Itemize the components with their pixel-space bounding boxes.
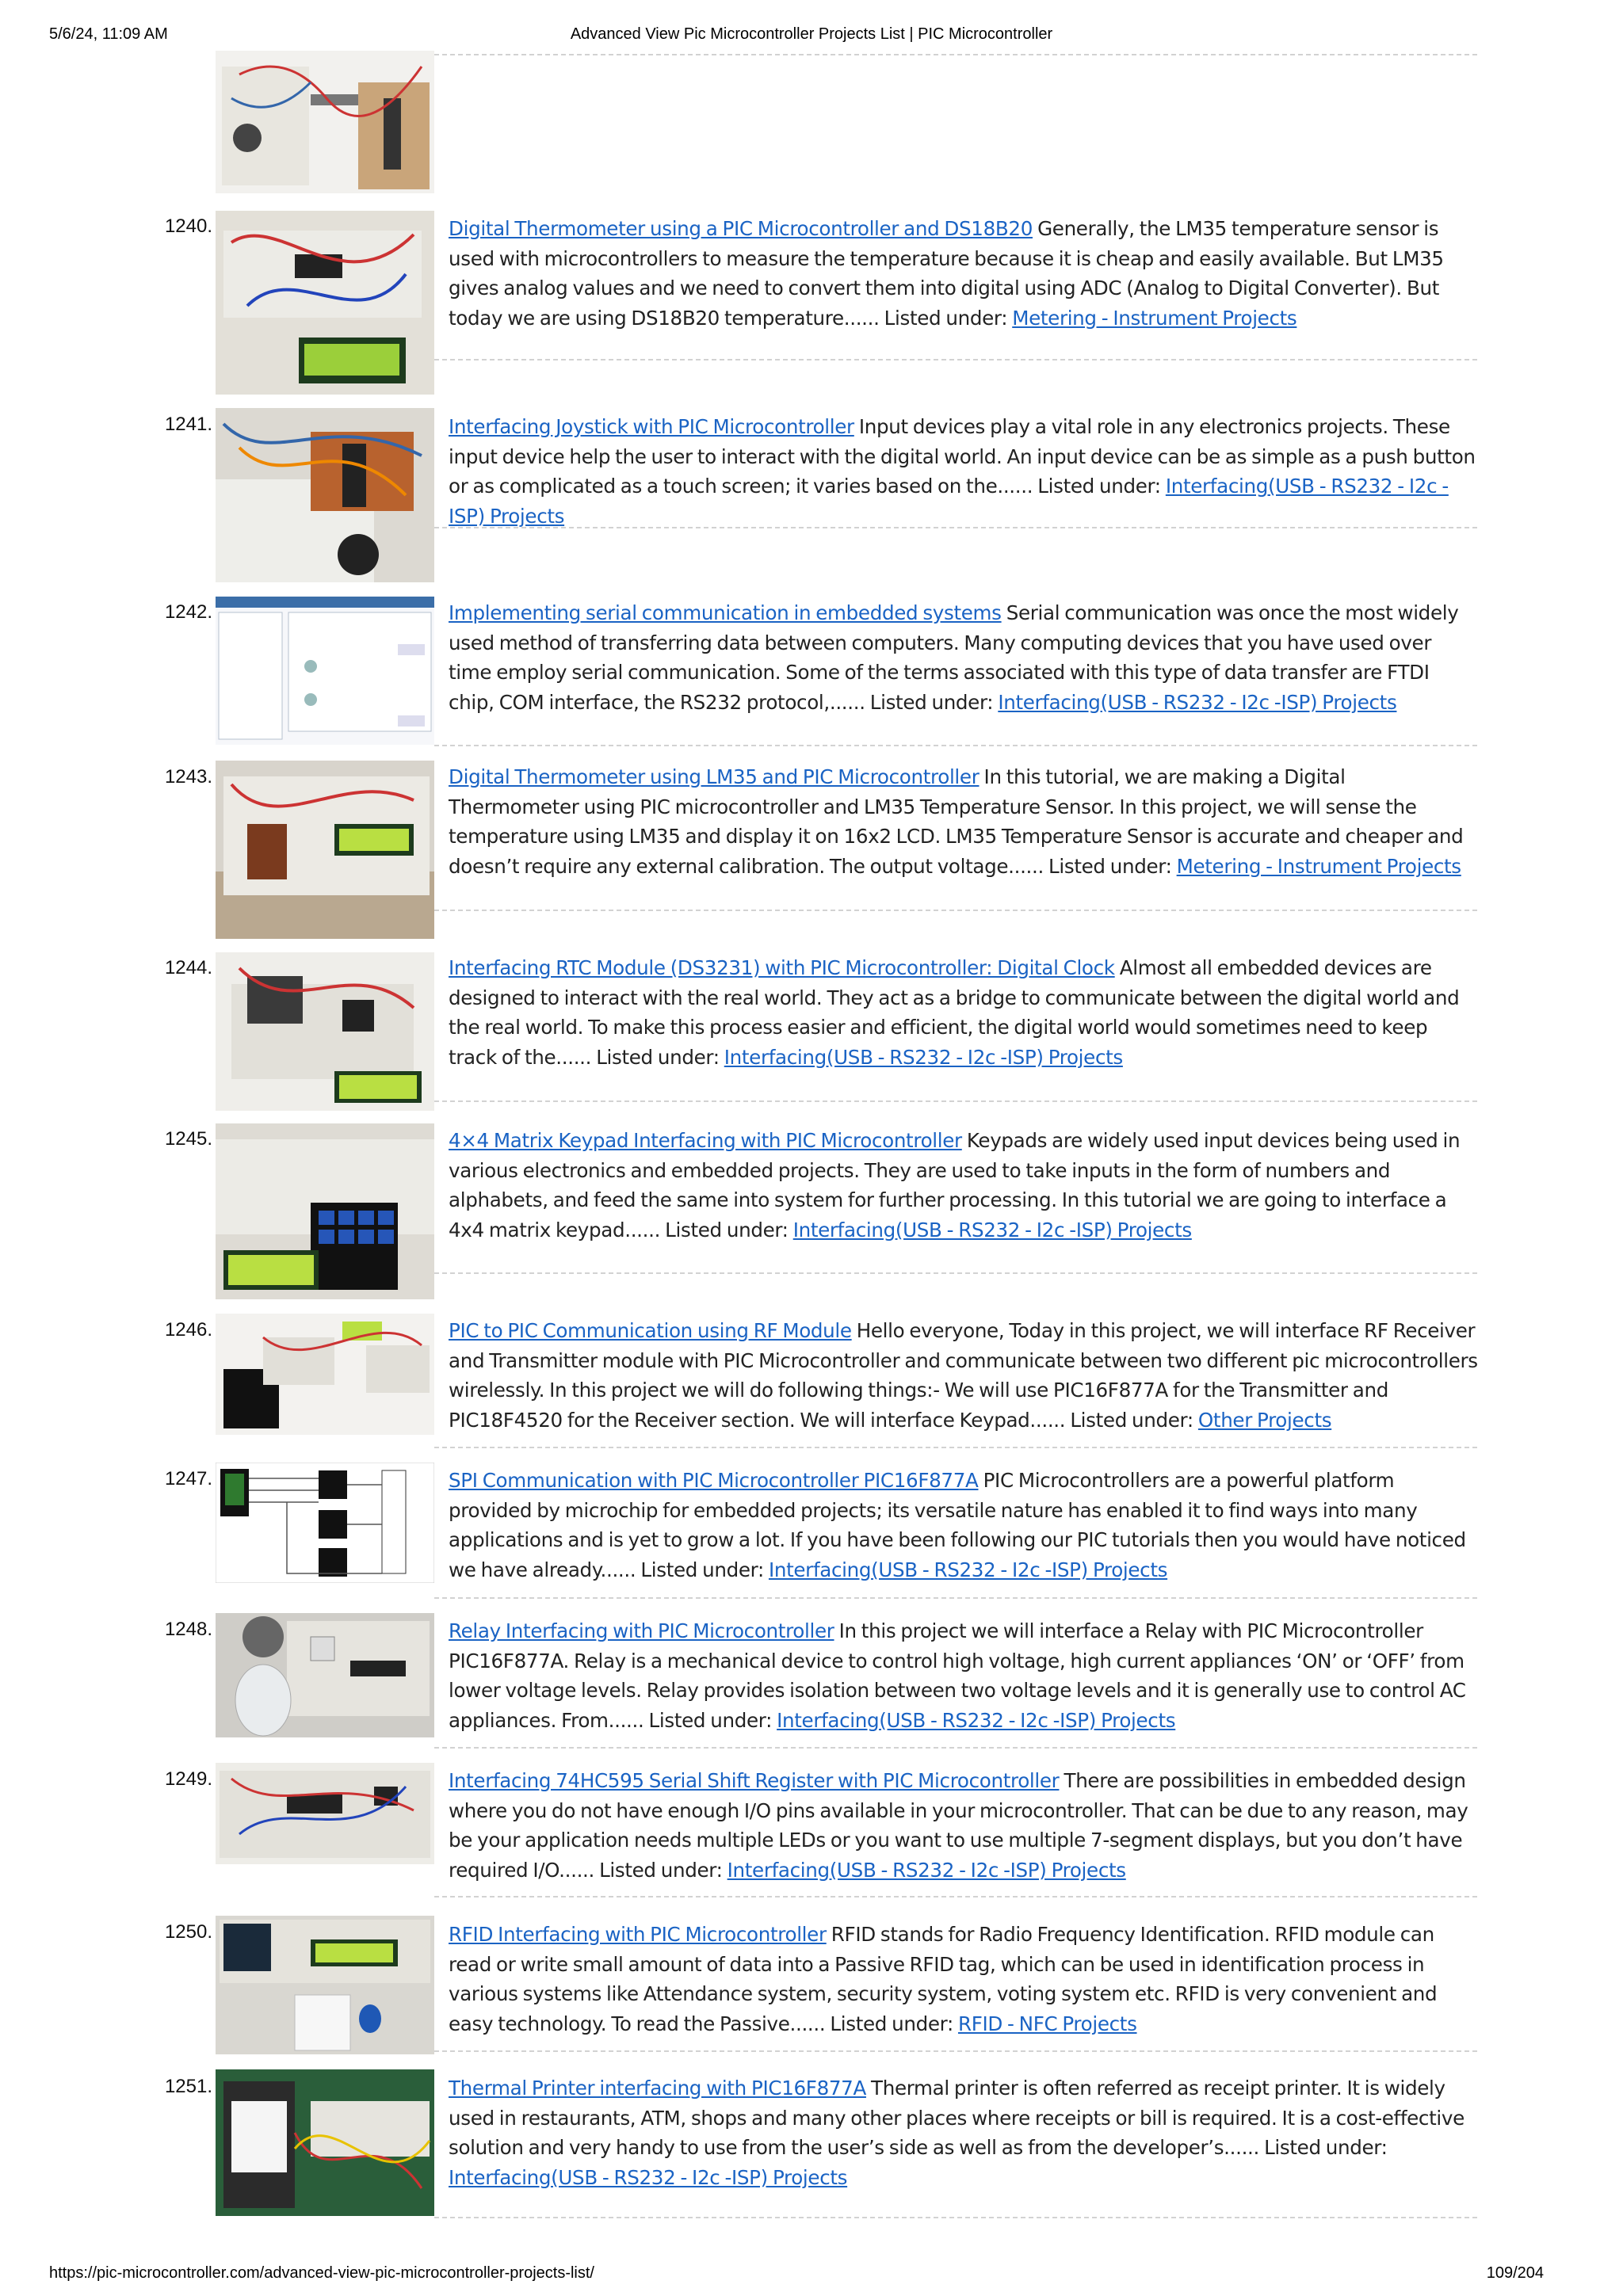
project-category-link[interactable]: Interfacing(USB - RS232 - I2c -ISP) Projects [727,1858,1126,1882]
project-entry [449,1920,1479,2039]
project-thumbnail[interactable] [216,952,434,1111]
project-description: Serial communication was once the most widely used method of transferring data between computers. Many computing devices that you have used over time employ serial communication. Some of the terms associated with this type of data transfer are FTDI chip, COM interface, the RS232 protocol,...... [449,601,1459,714]
project-thumbnail[interactable] [216,1613,434,1737]
project-entry [449,1466,1479,1585]
listed-under-label: Listed under: [869,690,994,714]
project-category-link[interactable]: Interfacing(USB - RS232 - I2c -ISP) Projects [724,1045,1123,1069]
project-category-link[interactable]: Other Projects [1197,1408,1332,1432]
project-description: RFID stands for Radio Frequency Identification. RFID module can read or write small amount of data into a Passive RFID tag, which can be used in identification process in various systems like Attendance system, security system, voting system etc. RFID is very convenient and easy technology. To read the Passive...... [449,1923,1438,2035]
project-title-link[interactable]: Interfacing RTC Module (DS3231) with PIC Microcontroller: Digital Clock [449,956,1115,979]
listed-under-label: Listed under: [665,1218,789,1241]
project-description: In this project we will interface a Relay with PIC Microcontroller PIC16F877A. Relay is a mechanical device to control high voltage, high current appliances ‘ON’ or ‘OFF’ from lower voltage levels. Relay provides isolation between two voltage levels and it is generally use to control AC appliances. From...... [449,1619,1466,1732]
project-thumbnail[interactable] [216,1463,434,1583]
project-thumbnail[interactable] [216,2069,434,2216]
project-description: In this tutorial, we are making a Digital Thermometer using PIC microcontroller and LM35 Temperature Sensor. In this project, we will sense the temperature using LM35 and display it on 16x2 LCD. LM35 Temperature Sensor is accurate and cheaper and doesn’t require any external calibration. The output voltage...... [449,765,1464,878]
listed-under-label: Listed under: [648,1708,773,1732]
listed-under-label: Listed under: [1264,2136,1388,2160]
project-description: PIC Microcontrollers are a powerful platform provided by microchip for embedded projects; its versatile nature has enabled it to find ways into many applications and is yet to grow a lot. If you have been following our PIC tutorials then you would have noticed we have already...... [449,1469,1466,1581]
separator [434,2217,1477,2218]
project-entry [449,214,1479,333]
entry-number: 1245. [164,1128,212,1150]
project-title-link[interactable]: SPI Communication with PIC Microcontroller PIC16F877A [449,1469,979,1492]
project-thumbnail[interactable] [216,1314,434,1435]
project-title-link[interactable]: RFID Interfacing with PIC Microcontroller [449,1923,827,1946]
project-category-link[interactable]: Interfacing(USB - RS232 - I2c -ISP) Projects [998,690,1397,714]
project-category-link[interactable]: RFID - NFC Projects [957,2012,1137,2035]
separator [434,2050,1477,2052]
project-title-link[interactable]: Interfacing Joystick with PIC Microcontroller [449,415,854,438]
project-thumbnail[interactable] [216,408,434,582]
project-category-link[interactable]: Interfacing(USB - RS232 - I2c -ISP) Projects [449,2165,848,2189]
separator [434,910,1477,911]
separator [434,54,1477,55]
print-header [0,25,1623,49]
project-description: Thermal printer is often referred as receipt printer. It is widely used in restaurants, ATM, shops and many other places where receipts or bill is required. It is a cost-effective solution and very handy to use from the user’s side as well as from the developer’s...... [449,2077,1465,2160]
separator [434,745,1477,746]
project-category-link[interactable]: Interfacing(USB - RS232 - I2c -ISP) Projects [792,1218,1192,1241]
project-entry [449,1316,1479,1435]
print-datetime: 5/6/24, 11:09 AM [49,25,168,43]
listed-under-label: Listed under: [1037,475,1161,498]
print-page-number: 109/204 [1486,2264,1544,2282]
project-title-link[interactable]: Digital Thermometer using a PIC Microcontroller and DS18B20 [449,217,1033,240]
project-thumbnail[interactable] [216,761,434,939]
project-title-link[interactable]: Digital Thermometer using LM35 and PIC Microcontroller [449,765,980,788]
project-entry [449,1616,1479,1735]
listed-under-label: Listed under: [599,1858,723,1882]
separator [434,1447,1477,1448]
project-entry [449,598,1479,717]
separator [434,1747,1477,1749]
project-entry [449,412,1479,531]
project-description: Hello everyone, Today in this project, we will interface RF Receiver and Transmitter module with PIC Microcontroller and communicate between two different pic microcontrollers wirelessly. In this project we will do following things:- We will use PIC16F877A for the Transmitter and PIC18F4520 for the Receiver section. We will interface Keypad...... [449,1319,1478,1432]
listed-under-label: Listed under: [1070,1408,1193,1432]
project-thumbnail[interactable] [216,1916,434,2054]
entry-number: 1242. [164,601,212,623]
project-entry [449,2073,1479,2192]
project-description: Generally, the LM35 temperature sensor is used with microcontrollers to measure the temperature because it is cheap and easily available. But LM35 gives analog values and we need to convert them into digital using ADC (Analog to Digital Converter). But today we are using DS18B20 temperature...... [449,217,1444,330]
entry-number: 1247. [164,1468,212,1489]
project-category-link[interactable]: Interfacing(USB - RS232 - I2c -ISP) Projects [768,1558,1168,1581]
entry-number: 1249. [164,1768,212,1790]
separator [434,1272,1477,1274]
entry-number: 1244. [164,957,212,978]
project-thumbnail[interactable] [216,1123,434,1299]
separator [434,1896,1477,1897]
listed-under-label: Listed under: [884,306,1008,330]
project-category-link[interactable]: Interfacing(USB - RS232 - I2c -ISP) Projects [449,475,1449,528]
project-entry [449,1766,1479,1885]
entry-number: 1246. [164,1319,212,1341]
separator [434,1597,1477,1599]
entry-number: 1240. [164,215,212,237]
listed-under-label: Listed under: [640,1558,764,1581]
project-description: There are possibilities in embedded design where you do not have enough I/O pins available in your microcontroller. That can be due to any reason, may be your application needs multiple LEDs or you want to use multiple 7-segment displays, but you don’t have required I/O...... [449,1769,1468,1882]
separator [434,527,1477,528]
project-description: Keypads are widely used input devices being used in various electronics and embedded projects. They are used to take inputs in the form of numbers and alphabets, and feed the same into system for further processing. In this tutorial we are going to interface a 4x4 matrix keypad...... [449,1129,1461,1241]
print-page-title: Advanced View Pic Microcontroller Projects List | PIC Microcontroller [570,25,1053,43]
entry-number: 1250. [164,1921,212,1943]
print-url: https://pic-microcontroller.com/advanced-view-pic-microcontroller-projects-list/ [49,2264,594,2282]
separator [434,1100,1477,1102]
project-category-link[interactable]: Metering - Instrument Projects [1012,306,1297,330]
listed-under-label: Listed under: [596,1045,720,1069]
project-category-link[interactable]: Interfacing(USB - RS232 - I2c -ISP) Projects [777,1708,1176,1732]
project-title-link[interactable]: PIC to PIC Communication using RF Module [449,1319,852,1342]
project-thumbnail[interactable] [216,211,434,395]
listed-under-label: Listed under: [830,2012,953,2035]
project-category-link[interactable]: Metering - Instrument Projects [1176,854,1461,878]
project-title-link[interactable]: Relay Interfacing with PIC Microcontroller [449,1619,834,1642]
separator [434,359,1477,360]
project-entry [449,762,1479,881]
listed-under-label: Listed under: [1048,854,1172,878]
project-title-link[interactable]: 4×4 Matrix Keypad Interfacing with PIC Microcontroller [449,1129,962,1152]
project-description: Almost all embedded devices are designed to interact with the real world. They act as a bridge to communicate between the digital world and the real world. To make this process easier and efficient, the digital world would sometimes need to keep track of the...... [449,956,1460,1069]
print-footer [0,2264,1623,2288]
project-entry [449,953,1479,1072]
project-thumbnail[interactable] [216,1763,434,1864]
project-thumbnail-previous[interactable] [216,51,434,193]
entry-number: 1243. [164,766,212,788]
project-title-link[interactable]: Thermal Printer interfacing with PIC16F877A [449,2077,866,2100]
entry-number: 1241. [164,414,212,435]
entry-number: 1251. [164,2076,212,2097]
project-title-link[interactable]: Interfacing 74HC595 Serial Shift Register with PIC Microcontroller [449,1769,1060,1792]
project-title-link[interactable]: Implementing serial communication in embedded systems [449,601,1002,624]
entry-number: 1248. [164,1619,212,1640]
project-description: Input devices play a vital role in any electronics projects. These input device help the user to interact with the digital world. An input device can be as simple as a push button or as complicated as a touch screen; it varies based on the...... [449,415,1476,498]
project-entry [449,1126,1479,1245]
project-thumbnail[interactable] [216,597,434,745]
